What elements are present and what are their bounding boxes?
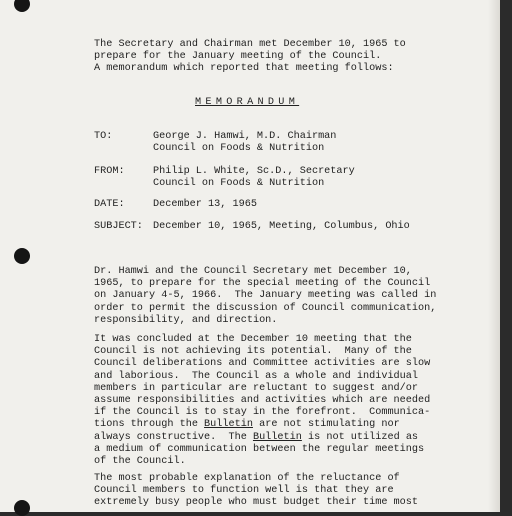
field-line: Council on Foods & Nutrition [153,178,325,190]
memo-title: MEMORANDUM [195,97,300,108]
intro-paragraph [94,39,494,76]
body-paragraph [94,473,494,510]
field-line: Philip L. White, Sc.D., Secretary [153,166,355,177]
binder-hole [14,500,30,516]
field-line: George J. Hamwi, M.D. Chairman [153,131,337,142]
text-line: a medium of communication between the regular meetings [94,443,425,455]
binder-hole [14,248,30,264]
binder-hole [14,0,30,12]
body-paragraph [94,266,494,327]
text-line [94,432,494,444]
field-line: Council on Foods & Nutrition [153,143,325,155]
text-line [94,419,494,431]
text-line: 1965, to prepare for the special meeting of the Council [94,278,431,290]
text-line: Council members to function well is that they are [94,485,394,497]
text-line: A memorandum which reported that meeting follows: [94,63,394,75]
text-line: on January 4-5, 1966. The January meeting was called in [94,290,437,302]
text-line: if the Council is to stay in the forefront. Communica- [94,407,431,419]
text-segment: is not utilized as [308,431,419,443]
text-line: assume responsibilities and activities which are needed [94,395,431,407]
bulletin-title: Bulletin [252,431,302,443]
text-line: It was concluded at the December 10 meeting that the [94,334,412,345]
text-line: The most probable explanation of the reluctance of [94,473,400,484]
field-value [153,166,355,190]
field-label: SUBJECT: [94,221,143,232]
text-line: Council is not achieving its potential. Many of the [94,346,412,358]
text-line: The Secretary and Chairman met December 10, 1965 to [94,39,406,50]
text-line: extremely busy people who must budget their time most [94,497,419,509]
field-label: TO: [94,131,113,142]
field-value [153,221,410,233]
field-value [153,199,257,211]
text-line: Dr. Hamwi and the Council Secretary met December 10, [94,266,412,277]
field-label: DATE: [94,199,125,210]
field-line: December 13, 1965 [153,199,257,210]
field-line: December 10, 1965, Meeting, Columbus, Ohio [153,221,410,232]
text-line: order to permit the discussion of Council communication, [94,302,437,314]
text-segment: are not stimulating nor [259,419,400,431]
bulletin-title: Bulletin [204,419,253,431]
text-segment: always constructive. The [94,431,253,443]
text-line: prepare for the January meeting of the Council. [94,51,382,63]
field-value [153,131,336,155]
field-label: FROM: [94,166,125,177]
text-line: members in particular are reluctant to suggest and/or [94,382,419,394]
text-segment: tions through the [94,419,205,431]
text-line: of the Council. [94,456,186,468]
text-line: Council deliberations and Committee activities are slow [94,358,431,370]
text-line: responsibility, and direction. [94,314,278,326]
body-paragraph [94,334,494,468]
text-line: and laborious. The Council as a whole and individual [94,370,419,382]
